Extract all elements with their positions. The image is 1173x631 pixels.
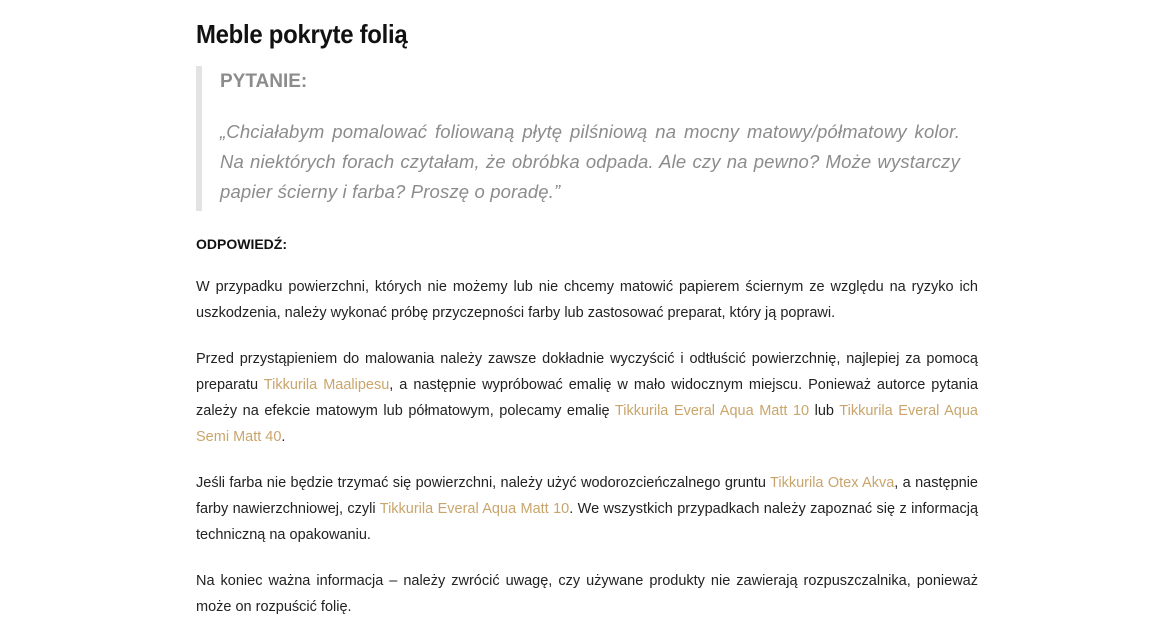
paragraph-3-text-3: . We wszystkich przypadkach należy zapoznać się z informacją techniczną na opakowaniu. — [196, 501, 979, 543]
paragraph-2-text-2: , a następnie wypróbować emalię w mało widocznym miejscu. Ponieważ autorce pytania zależy na efekcie matowym lub półmatowym, polecamy emalię — [196, 377, 979, 419]
paragraph-2-text-3: lub — [809, 403, 840, 419]
article — [196, 0, 978, 620]
question-text: „Chciałabym pomalować foliowaną płytę pilśniową na mocny matowy/półmatowy kolor. Na niektórych forach czytałam, że obróbka odpada. Ale czy na pewno? Może wystarczy papier ścierny i farba? Proszę o poradę.” — [220, 121, 960, 202]
question-blockquote — [196, 66, 978, 211]
paragraph-2 — [196, 346, 978, 450]
link-tikkurila-everal-aqua-semi-matt-40[interactable]: Tikkurila Everal Aqua Semi Matt 40 — [196, 403, 978, 445]
link-tikkurila-everal-aqua-matt-10-second[interactable]: Tikkurila Everal Aqua Matt 10 — [379, 501, 570, 517]
paragraph-1: W przypadku powierzchni, których nie możemy lub nie chcemy matowić papierem ściernym ze względu na ryzyko ich uszkodzenia, należy wykonać próbę przyczepności farby lub zastosować preparat, który ją poprawi. — [196, 279, 978, 321]
paragraph-3 — [196, 470, 978, 548]
link-tikkurila-maalipesu[interactable]: Tikkurila Maalipesu — [263, 377, 390, 393]
link-tikkurila-everal-aqua-matt-10[interactable]: Tikkurila Everal Aqua Matt 10 — [614, 403, 810, 419]
paragraph-4: Na koniec ważna informacja – należy zwrócić uwagę, czy używane produkty nie zawierają rozpuszczalnika, ponieważ może on rozpuścić folię. — [196, 573, 978, 615]
paragraph-2-text-4: . — [281, 429, 286, 445]
article-title: Meble pokryte folią — [196, 19, 408, 49]
paragraph-3-text-1: Jeśli farba nie będzie trzymać się powierzchni, należy użyć wodorozcieńczalnego gruntu — [196, 475, 771, 491]
answer-label: ODPOWIEDŹ: — [196, 236, 287, 252]
question-label: PYTANIE: — [220, 71, 308, 92]
paragraph-3-text-2: , a następnie farby nawierzchniowej, czyli — [196, 475, 978, 517]
paragraph-2-text-1: Przed przystąpieniem do malowania należy zawsze dokładnie wyczyścić i odtłuścić powierzchnię, najlepiej za pomocą preparatu — [196, 351, 978, 393]
link-tikkurila-otex-akva[interactable]: Tikkurila Otex Akva — [770, 475, 895, 491]
